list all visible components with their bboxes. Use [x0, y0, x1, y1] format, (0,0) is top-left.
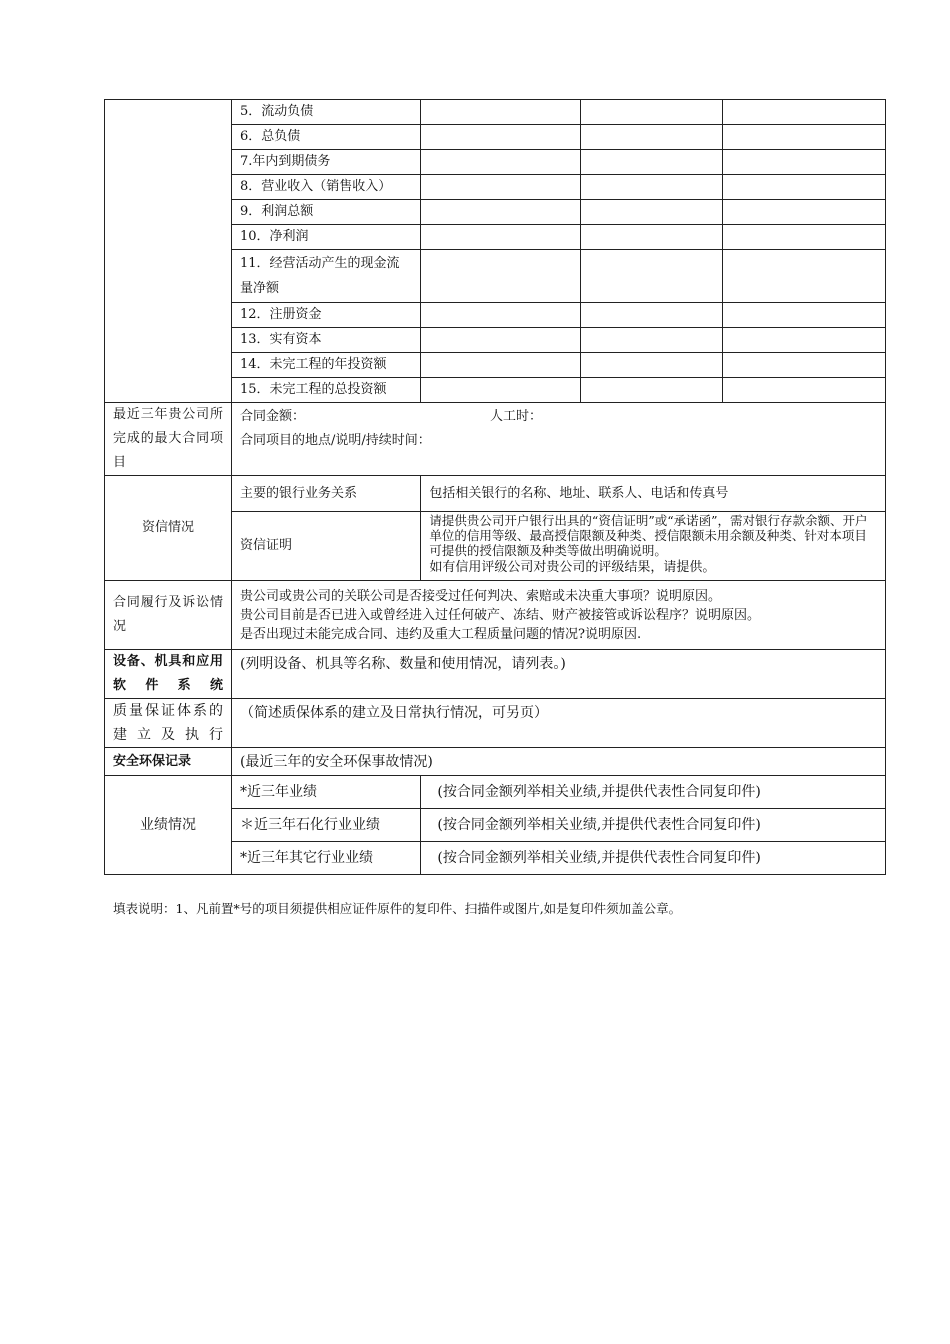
litigation-row	[105, 581, 886, 650]
financial-item: 5．流动负债	[231, 100, 420, 125]
value-cell[interactable]	[580, 250, 722, 303]
value-cell[interactable]	[580, 353, 722, 378]
quality-label: 质量保证体系的建立及执行	[105, 699, 232, 748]
litigation-line: 贵公司或贵公司的关联公司是否接受过任何判决、索赔或未决重大事项？说明原因。	[239, 588, 721, 604]
credit-cert-content[interactable]	[421, 512, 886, 581]
largest-contract-label: 最近三年贵公司所完成的最大合同项目	[105, 403, 232, 476]
value-cell[interactable]	[421, 328, 580, 353]
financial-item: 9．利润总额	[231, 200, 420, 225]
contract-amount-label: 合同金额：	[239, 409, 305, 424]
equipment-label: 设备、机具和应用软件系统	[105, 650, 232, 699]
financial-item: 15．未完工程的总投资额	[231, 378, 420, 403]
value-cell[interactable]	[421, 303, 580, 328]
value-cell[interactable]	[722, 303, 885, 328]
financial-item: 14．未完工程的年投资额	[231, 353, 420, 378]
value-cell[interactable]	[421, 225, 580, 250]
value-cell[interactable]	[421, 378, 580, 403]
financial-row	[105, 100, 886, 125]
equipment-desc[interactable]: (列明设备、机具等名称、数量和使用情况，请列表。)	[231, 650, 885, 699]
rating-desc: 如有信用评级公司对贵公司的评级结果，请提供。	[429, 560, 716, 575]
performance-row	[105, 776, 886, 809]
performance-label: 业绩情况	[105, 776, 232, 875]
value-cell[interactable]	[722, 378, 885, 403]
value-cell[interactable]	[722, 353, 885, 378]
value-cell[interactable]	[580, 200, 722, 225]
bank-relation-row	[105, 476, 886, 512]
equipment-row	[105, 650, 886, 699]
safety-label: 安全环保记录	[105, 748, 232, 776]
value-cell[interactable]	[421, 353, 580, 378]
quality-desc[interactable]: （简述质保体系的建立及日常执行情况，可另页）	[231, 699, 885, 748]
financial-item: 13．实有资本	[231, 328, 420, 353]
financial-item: 10．净利润	[231, 225, 420, 250]
litigation-label: 合同履行及诉讼情况	[105, 581, 232, 650]
labor-hours-label: 人工时：	[489, 409, 542, 424]
safety-desc[interactable]: (最近三年的安全环保事故情况)	[231, 748, 885, 776]
value-cell[interactable]	[421, 125, 580, 150]
value-cell[interactable]	[421, 150, 580, 175]
qualification-form-table	[104, 99, 886, 875]
credit-cert-desc: 请提供贵公司开户银行出具的“资信证明”或“承诺函”，需对银行存款余额、开户单位的信用等级、最高授信限额及种类、授信限额未用余额及种类、针对本项目可提供的授信限额及种类等做出明确说明。	[429, 513, 868, 558]
value-cell[interactable]	[421, 100, 580, 125]
value-cell[interactable]	[580, 100, 722, 125]
litigation-line: 是否出现过未能完成合同、违约及重大工程质量问题的情况?说明原因.	[239, 626, 642, 642]
value-cell[interactable]	[580, 175, 722, 200]
value-cell[interactable]	[722, 125, 885, 150]
value-cell[interactable]	[580, 303, 722, 328]
litigation-line: 贵公司目前是否已进入或曾经进入过任何破产、冻结、财产被接管或诉讼程序？说明原因。	[239, 607, 760, 623]
value-cell[interactable]	[421, 200, 580, 225]
financial-item: 12．注册资金	[231, 303, 420, 328]
financial-item: 8．营业收入（销售收入）	[231, 175, 420, 200]
performance-item: *近三年业绩	[231, 776, 420, 809]
credit-label: 资信情况	[105, 476, 232, 581]
value-cell[interactable]	[580, 150, 722, 175]
financial-item: 6．总负债	[231, 125, 420, 150]
value-cell[interactable]	[421, 175, 580, 200]
value-cell[interactable]	[580, 125, 722, 150]
financial-item: 7.年内到期债务	[231, 150, 420, 175]
contract-details-label: 合同项目的地点/说明/持续时间：	[239, 433, 431, 448]
quality-row	[105, 699, 886, 748]
performance-desc[interactable]: (按合同金额列举相关业绩,并提供代表性合同复印件)	[421, 842, 886, 875]
performance-item: ＊近三年石化行业业绩	[231, 809, 420, 842]
bank-relation-label: 主要的银行业务关系	[231, 476, 420, 512]
largest-contract-row	[105, 403, 886, 476]
value-cell[interactable]	[421, 250, 580, 303]
bank-relation-desc: 包括相关银行的名称、地址、联系人、电话和传真号	[421, 476, 886, 512]
value-cell[interactable]	[722, 225, 885, 250]
value-cell[interactable]	[580, 378, 722, 403]
financial-section-label-cell	[105, 100, 232, 403]
value-cell[interactable]	[580, 328, 722, 353]
credit-cert-label: 资信证明	[231, 512, 420, 581]
performance-desc[interactable]: (按合同金额列举相关业绩,并提供代表性合同复印件)	[421, 776, 886, 809]
largest-contract-content[interactable]	[231, 403, 885, 476]
value-cell[interactable]	[722, 328, 885, 353]
performance-desc[interactable]: (按合同金额列举相关业绩,并提供代表性合同复印件)	[421, 809, 886, 842]
litigation-content[interactable]	[231, 581, 885, 650]
financial-item: 11．经营活动产生的现金流量净额	[231, 250, 420, 303]
safety-row	[105, 748, 886, 776]
value-cell[interactable]	[580, 225, 722, 250]
value-cell[interactable]	[722, 250, 885, 303]
footnote: 填表说明：1、凡前置*号的项目须提供相应证件原件的复印件、扫描件或图片,如是复印件须加盖公章。	[113, 901, 682, 916]
value-cell[interactable]	[722, 175, 885, 200]
value-cell[interactable]	[722, 150, 885, 175]
performance-item: *近三年其它行业业绩	[231, 842, 420, 875]
value-cell[interactable]	[722, 100, 885, 125]
value-cell[interactable]	[722, 200, 885, 225]
